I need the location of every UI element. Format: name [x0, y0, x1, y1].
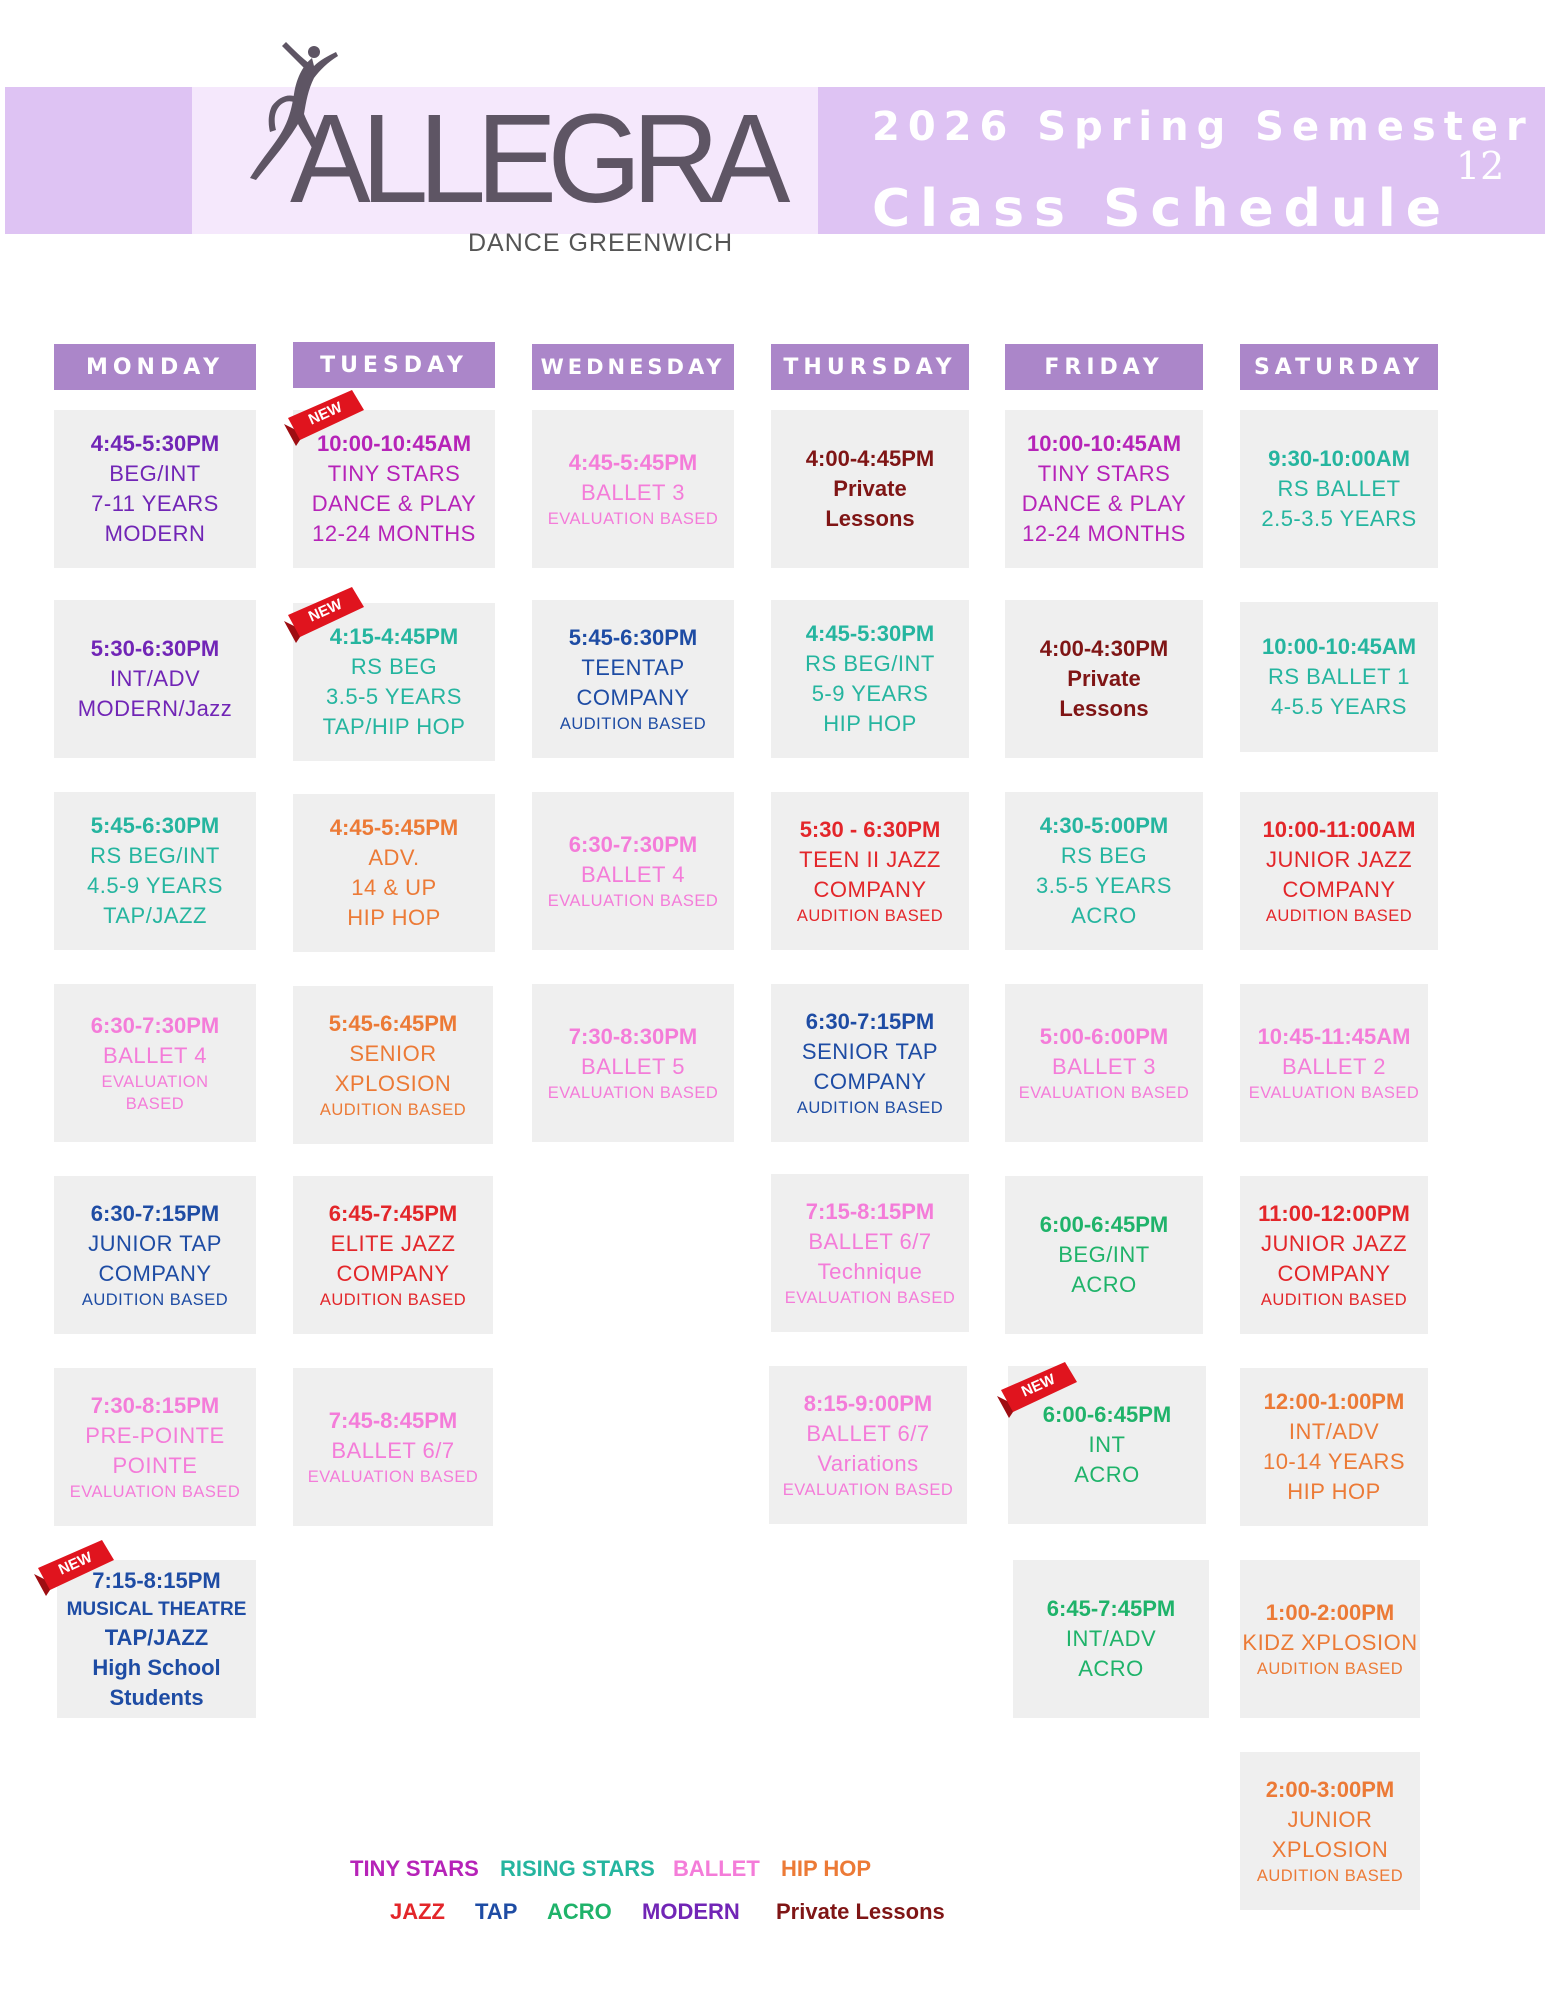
- class-card-tue-6[interactable]: [293, 1368, 493, 1526]
- legend-jazz: JAZZ: [390, 1899, 445, 1924]
- page-title-semester: 2026 Spring Semester: [872, 104, 1534, 150]
- class-card-wed-4[interactable]: [532, 984, 734, 1142]
- class-name: POINTE: [112, 1453, 198, 1478]
- class-card-tue-4[interactable]: [293, 986, 493, 1144]
- class-name: Lessons: [1059, 696, 1149, 721]
- class-time: 6:45-7:45PM: [328, 1201, 458, 1226]
- new-badge-label: NEW: [1018, 1370, 1058, 1401]
- class-time: 7:45-8:45PM: [328, 1408, 458, 1433]
- class-style: HIP HOP: [1287, 1479, 1381, 1504]
- class-name: RS BALLET: [1277, 476, 1401, 501]
- class-name: XPLOSION: [1271, 1837, 1389, 1862]
- class-time: 4:30-5:00PM: [1039, 813, 1169, 838]
- class-age: 2.5-3.5 YEARS: [1261, 506, 1417, 531]
- new-ribbon-icon: [282, 388, 366, 452]
- class-level: BEG/INT: [109, 461, 201, 486]
- class-card-fri-1[interactable]: [1005, 410, 1203, 568]
- page-number: 12: [1456, 144, 1505, 188]
- class-time: 7:15-8:15PM: [805, 1199, 935, 1224]
- class-time: 4:00-4:30PM: [1039, 636, 1169, 661]
- class-time: 10:00-10:45AM: [316, 431, 472, 456]
- new-badge-label: NEW: [305, 398, 345, 429]
- class-note: AUDITION BASED: [319, 1101, 467, 1119]
- class-name: BALLET 6/7: [331, 1438, 455, 1463]
- class-name: SENIOR: [349, 1041, 437, 1066]
- class-time: 6:45-7:45PM: [1046, 1596, 1176, 1621]
- class-name: TEEN II JAZZ: [799, 847, 941, 872]
- class-name: COMPANY: [336, 1261, 450, 1286]
- class-note: EVALUATION BASED: [1248, 1084, 1420, 1102]
- class-age: 10-14 YEARS: [1262, 1449, 1406, 1474]
- class-card-fri-5[interactable]: [1005, 1176, 1203, 1334]
- class-age: High School: [92, 1654, 221, 1680]
- class-level: INT/ADV: [1065, 1626, 1157, 1651]
- class-name: TINY STARS: [327, 461, 461, 486]
- legend-modern: MODERN: [642, 1899, 740, 1924]
- class-name: TEENTAP: [581, 655, 685, 680]
- class-level: ADV.: [368, 845, 420, 870]
- class-time: 10:00-10:45AM: [1026, 431, 1182, 456]
- class-note: AUDITION BASED: [796, 907, 944, 925]
- class-name: JUNIOR TAP: [88, 1231, 222, 1256]
- class-name: DANCE & PLAY: [311, 491, 477, 516]
- class-time: 7:30-8:15PM: [90, 1393, 220, 1418]
- class-card-sat-6[interactable]: [1240, 1368, 1428, 1526]
- new-ribbon-icon: [282, 585, 366, 649]
- class-style: TAP/JAZZ: [103, 903, 207, 928]
- class-age: 3.5-5 YEARS: [1036, 873, 1172, 898]
- class-card-mon-4[interactable]: [54, 984, 256, 1142]
- class-name: Variations: [817, 1451, 919, 1476]
- class-time: 6:00-6:45PM: [1039, 1212, 1169, 1237]
- logo-wordmark: ALLEGRA: [290, 88, 781, 229]
- class-name: PRE-POINTE: [85, 1423, 225, 1448]
- class-name: BALLET 4: [103, 1043, 207, 1068]
- day-header-friday: FRIDAY: [1005, 344, 1203, 390]
- class-card-sat-8[interactable]: [1240, 1752, 1420, 1910]
- class-name: JUNIOR JAZZ: [1260, 1231, 1408, 1256]
- class-card-thu-6[interactable]: [769, 1366, 967, 1524]
- class-style: ACRO: [1071, 903, 1137, 928]
- class-time: 6:30-7:30PM: [568, 832, 698, 857]
- class-time: 5:45-6:30PM: [568, 625, 698, 650]
- class-time: 6:30-7:15PM: [90, 1201, 220, 1226]
- class-age: 12-24 MONTHS: [1022, 521, 1186, 546]
- class-level: RS BEG: [350, 654, 438, 679]
- class-card-fri-4[interactable]: [1005, 984, 1203, 1142]
- class-level: RS BEG/INT: [805, 651, 935, 676]
- new-badge-label: NEW: [305, 595, 345, 626]
- class-name: BALLET 5: [581, 1054, 685, 1079]
- class-note: EVALUATION BASED: [547, 1084, 719, 1102]
- class-time: 11:00-12:00PM: [1258, 1201, 1410, 1226]
- class-name: COMPANY: [1277, 1261, 1391, 1286]
- class-time: 4:00-4:45PM: [805, 446, 935, 471]
- class-time: 6:30-7:15PM: [805, 1009, 935, 1034]
- class-time: 5:45-6:45PM: [328, 1011, 458, 1036]
- legend-acro: ACRO: [547, 1899, 612, 1924]
- class-style: HIP HOP: [347, 905, 441, 930]
- class-age: 12-24 MONTHS: [312, 521, 476, 546]
- class-name: BALLET 4: [581, 862, 685, 887]
- class-card-thu-5[interactable]: [771, 1174, 969, 1332]
- class-time: 4:45-5:45PM: [568, 450, 698, 475]
- legend-rising-stars: RISING STARS: [500, 1856, 655, 1881]
- class-name: MUSICAL THEATRE: [66, 1598, 247, 1620]
- class-name: BALLET 2: [1282, 1054, 1386, 1079]
- class-name: Private: [833, 476, 907, 501]
- class-time: 6:30-7:30PM: [90, 1013, 220, 1038]
- new-ribbon-icon: [995, 1360, 1079, 1424]
- class-card-mon-2[interactable]: [54, 600, 256, 758]
- class-time: 5:30-6:30PM: [90, 636, 220, 661]
- class-time: 12:00-1:00PM: [1263, 1389, 1405, 1414]
- class-note: AUDITION BASED: [796, 1099, 944, 1117]
- class-card-mon-6[interactable]: [54, 1368, 256, 1526]
- class-name: BALLET 6/7: [808, 1229, 932, 1254]
- class-card-mon-3[interactable]: [54, 792, 256, 950]
- class-card-sat-5[interactable]: [1240, 1176, 1428, 1334]
- class-name: TINY STARS: [1037, 461, 1171, 486]
- day-header-wednesday: WEDNESDAY: [532, 344, 734, 390]
- class-style: ACRO: [1074, 1462, 1140, 1487]
- class-name: Private: [1067, 666, 1141, 691]
- class-note: AUDITION BASED: [1256, 1867, 1404, 1885]
- class-age: 3.5-5 YEARS: [326, 684, 462, 709]
- class-style: MODERN: [104, 521, 206, 546]
- class-card-sat-7[interactable]: [1240, 1560, 1420, 1718]
- class-card-tue-5[interactable]: [293, 1176, 493, 1334]
- class-card-sat-4[interactable]: [1240, 984, 1428, 1142]
- legend-tiny-stars: TINY STARS: [350, 1856, 479, 1881]
- class-name: COMPANY: [1282, 877, 1396, 902]
- page-title-schedule: Class Schedule: [872, 179, 1451, 239]
- class-time: 9:30-10:00AM: [1268, 446, 1410, 471]
- class-style: TAP/HIP HOP: [322, 714, 466, 739]
- class-note: BASED: [125, 1095, 185, 1113]
- class-age: 4-5.5 YEARS: [1271, 694, 1407, 719]
- class-age: Students: [109, 1684, 204, 1710]
- class-name: COMPANY: [813, 877, 927, 902]
- class-card-sat-2[interactable]: [1240, 602, 1438, 752]
- class-note: EVALUATION BASED: [782, 1481, 954, 1499]
- legend-tap: TAP: [475, 1899, 518, 1924]
- class-name: JUNIOR: [1287, 1807, 1373, 1832]
- class-level: INT/ADV: [109, 666, 201, 691]
- class-name: ELITE JAZZ: [330, 1231, 456, 1256]
- class-card-mon-1[interactable]: [54, 410, 256, 568]
- class-name: JUNIOR JAZZ: [1265, 847, 1413, 872]
- class-note: AUDITION BASED: [319, 1291, 467, 1309]
- class-name: COMPANY: [813, 1069, 927, 1094]
- class-level: RS BEG/INT: [90, 843, 220, 868]
- class-time: 4:45-5:45PM: [329, 815, 459, 840]
- legend-hip-hop: HIP HOP: [781, 1856, 872, 1881]
- class-note: AUDITION BASED: [81, 1291, 229, 1309]
- class-note: EVALUATION BASED: [784, 1289, 956, 1307]
- class-card-thu-3[interactable]: [771, 792, 969, 950]
- class-name: SENIOR TAP: [801, 1039, 939, 1064]
- class-time: 7:15-8:15PM: [92, 1567, 221, 1593]
- class-time: 5:45-6:30PM: [90, 813, 220, 838]
- class-name: XPLOSION: [334, 1071, 452, 1096]
- class-time: 10:00-10:45AM: [1261, 634, 1417, 659]
- header-band-left: [5, 87, 195, 234]
- class-level: RS BEG: [1060, 843, 1148, 868]
- class-style: ACRO: [1071, 1272, 1137, 1297]
- class-note: AUDITION BASED: [1256, 1660, 1404, 1678]
- class-name: Technique: [817, 1259, 923, 1284]
- class-name: RS BALLET 1: [1267, 664, 1411, 689]
- class-age: 4.5-9 YEARS: [87, 873, 223, 898]
- day-header-tuesday: TUESDAY: [293, 342, 495, 388]
- class-age: 5-9 YEARS: [811, 681, 929, 706]
- class-time: 6:00-6:45PM: [1042, 1402, 1172, 1427]
- class-time: 4:45-5:30PM: [90, 431, 220, 456]
- class-name: BALLET 6/7: [806, 1421, 930, 1446]
- class-name: KIDZ XPLOSION: [1242, 1630, 1418, 1655]
- class-style: ACRO: [1078, 1656, 1144, 1681]
- class-time: 4:45-5:30PM: [805, 621, 935, 646]
- class-level: INT/ADV: [1288, 1419, 1380, 1444]
- class-card-fri-7[interactable]: [1013, 1560, 1209, 1718]
- new-badge-label: NEW: [55, 1548, 95, 1579]
- class-style: MODERN/Jazz: [77, 696, 233, 721]
- class-name: COMPANY: [98, 1261, 212, 1286]
- class-age: 14 & UP: [351, 875, 437, 900]
- legend-private-lessons: Private Lessons: [776, 1899, 945, 1924]
- class-card-mon-5[interactable]: [54, 1176, 256, 1334]
- class-name: BALLET 3: [1052, 1054, 1156, 1079]
- class-time: 1:00-2:00PM: [1265, 1600, 1395, 1625]
- class-note: AUDITION BASED: [1265, 907, 1413, 925]
- class-note: AUDITION BASED: [1260, 1291, 1408, 1309]
- new-ribbon-icon: [32, 1538, 116, 1602]
- class-name: BALLET 3: [581, 480, 685, 505]
- logo-subtitle: DANCE GREENWICH: [468, 229, 734, 257]
- class-card-sat-3[interactable]: [1240, 792, 1438, 950]
- class-style: HIP HOP: [823, 711, 917, 736]
- legend-ballet: BALLET: [673, 1856, 760, 1881]
- class-note: EVALUATION BASED: [547, 892, 719, 910]
- class-note: EVALUATION BASED: [69, 1483, 241, 1501]
- class-note: AUDITION BASED: [559, 715, 707, 733]
- class-time: 4:15-4:45PM: [329, 624, 459, 649]
- class-time: 2:00-3:00PM: [1265, 1777, 1395, 1802]
- class-level: INT: [1088, 1432, 1126, 1457]
- class-card-thu-1[interactable]: [771, 410, 969, 568]
- class-card-tue-3[interactable]: [293, 794, 495, 952]
- class-time: 8:15-9:00PM: [803, 1391, 933, 1416]
- class-time: 5:30 - 6:30PM: [799, 817, 941, 842]
- class-time: 10:00-11:00AM: [1262, 817, 1416, 842]
- day-header-saturday: SATURDAY: [1240, 344, 1438, 390]
- class-style: TAP/JAZZ: [104, 1624, 209, 1650]
- class-card-fri-3[interactable]: [1005, 792, 1203, 950]
- class-note: EVALUATION BASED: [307, 1468, 479, 1486]
- class-name: Lessons: [825, 506, 915, 531]
- class-time: 10:45-11:45AM: [1257, 1024, 1411, 1049]
- class-card-thu-2[interactable]: [771, 600, 969, 758]
- class-time: 5:00-6:00PM: [1039, 1024, 1169, 1049]
- class-card-fri-2[interactable]: [1005, 600, 1203, 758]
- class-card-sat-1[interactable]: [1240, 410, 1438, 568]
- day-header-monday: MONDAY: [54, 344, 256, 390]
- class-note: EVALUATION BASED: [547, 510, 719, 528]
- class-age: 7-11 YEARS: [91, 491, 219, 516]
- class-note: EVALUATION BASED: [1018, 1084, 1190, 1102]
- class-note: EVALUATION: [101, 1073, 209, 1091]
- class-card-wed-2[interactable]: [532, 600, 734, 758]
- class-name: COMPANY: [576, 685, 690, 710]
- class-card-wed-3[interactable]: [532, 792, 734, 950]
- day-header-thursday: THURSDAY: [771, 344, 969, 390]
- class-time: 7:30-8:30PM: [568, 1024, 698, 1049]
- class-name: DANCE & PLAY: [1021, 491, 1187, 516]
- class-card-wed-1[interactable]: [532, 410, 734, 568]
- class-card-thu-4[interactable]: [771, 984, 969, 1142]
- class-level: BEG/INT: [1058, 1242, 1150, 1267]
